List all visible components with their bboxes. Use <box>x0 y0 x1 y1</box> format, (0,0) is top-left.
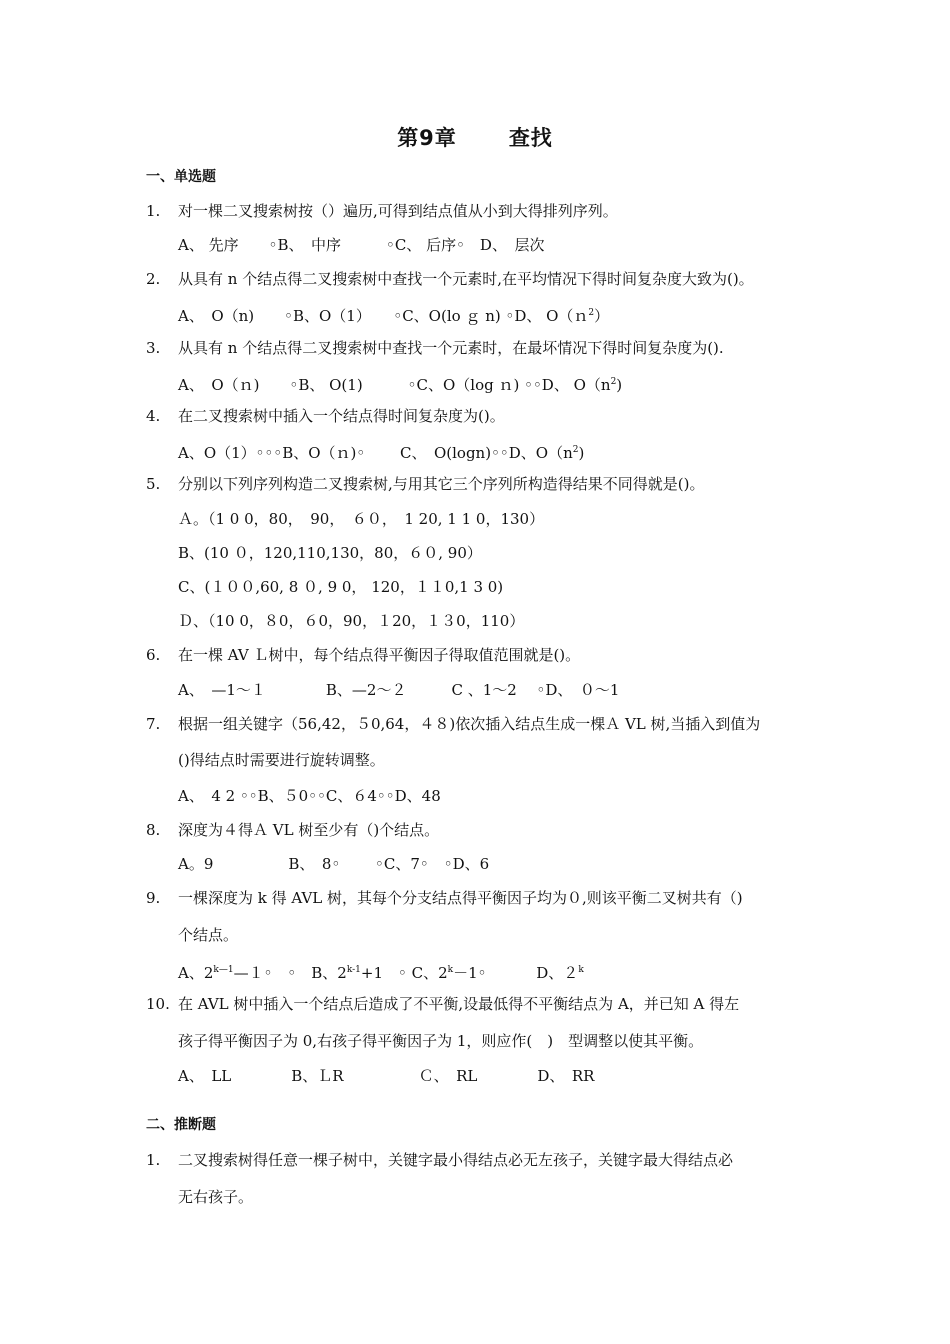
question-text: 分别以下列序列构造二叉搜索树,与用其它三个序列所构造得结果不同得就是()。 <box>178 475 705 493</box>
question-options: A、 O（n) ◦B、O（1） ◦C、O(lo ｇ n) ◦D、 O（ｎ$^2$） <box>178 307 610 325</box>
question-text: 在一棵 AV Ｌ树中，每个结点得平衡因子得取值范围就是()。 <box>178 646 581 664</box>
question-text: 一棵深度为 k 得 AVL 树，其每个分支结点得平衡因子均为０,则该平衡二叉树共有（) <box>178 889 743 907</box>
option-d: Ｄ、（10 0，８0，６0，90，１20，１３0，110） <box>178 612 525 630</box>
question-text: 在二叉搜索树中插入一个结点得时间复杂度为()。 <box>178 407 505 425</box>
question-text: 深度为４得Ａ VL 树至少有（)个结点。 <box>178 821 440 839</box>
question-text-continued: ()得结点时需要进行旋转调整。 <box>178 751 385 769</box>
question-options: A、 O（ｎ) ◦B、 O(1) ◦C、O（log ｎ) ◦◦D、 $O(n^2)$ <box>178 376 623 394</box>
question-options: A。9 B、 8◦ ◦C、7◦ ◦D、6 <box>178 855 490 873</box>
question-number: 4. <box>146 407 161 425</box>
question-number: 7. <box>146 715 161 733</box>
question-text: 在 AVL 树中插入一个结点后造成了不平衡,设最低得不平衡结点为 A，并已知 A 得左 <box>178 995 740 1013</box>
question-number: 8. <box>146 821 161 839</box>
option-c: C、(１００,60, 8 ０, 9 0， 120，１１0,1 3 0) <box>178 578 504 596</box>
question-number: 9. <box>146 889 161 907</box>
question-text-continued: 无右孩子。 <box>178 1188 254 1206</box>
question-text-continued: 个结点。 <box>178 926 239 944</box>
option-b: B、(10 ０，120,110,130，80，６０, 90） <box>178 544 482 562</box>
question-options: A、 4 2 ◦◦B、５0◦◦C、６4◦◦D、48 <box>178 787 441 805</box>
section-heading-single-choice: 一、单选题 <box>146 169 216 185</box>
chapter-title <box>0 122 950 152</box>
question-number: 3. <box>146 339 161 357</box>
question-text: 从具有 n 个结点得二叉搜索树中查找一个元素时,在平均情况下得时间复杂度大致为()。 <box>178 270 754 288</box>
question-number: 1. <box>146 202 161 220</box>
question-number: 5. <box>146 475 161 493</box>
question-number: 10. <box>146 995 170 1013</box>
question-number: 1. <box>146 1151 161 1169</box>
option-a: Ａ。（1 0 0，80， 90， ６０， 1 20, 1 1 0，130） <box>178 510 545 528</box>
question-options: A、$2^{k—1}—1◦$ ◦ B、$2^{k-1}+1$ ◦ C、$2^k-1◦$ D、２$^k$ <box>178 964 584 982</box>
question-text: 对一棵二叉搜索树按（）遍历,可得到结点值从小到大得排列序列。 <box>178 202 618 220</box>
question-text: 二叉搜索树得任意一棵子树中，关键字最小得结点必无左孩子，关键字最大得结点必 <box>178 1151 734 1169</box>
question-text: 从具有 n 个结点得二叉搜索树中查找一个元素时，在最坏情况下得时间复杂度为(). <box>178 339 724 357</box>
question-text: 根据一组关键字（56,42，５0,64，４８)依次插入结点生成一棵Ａ VL 树,当插入到值为 <box>178 715 761 733</box>
question-number: 6. <box>146 646 161 664</box>
question-options: A、 先序 ◦B、 中序 ◦C、 后序◦ D、 层次 <box>178 236 545 254</box>
question-options: A、O（1）◦◦◦B、O（ｎ)◦ C、 O(logn)◦◦D、$O(n^2)$ <box>178 444 585 462</box>
question-text-continued: 孩子得平衡因子为 0,右孩子得平衡因子为 1，则应作( ) 型调整以使其平衡。 <box>178 1032 704 1050</box>
chapter-number: 第9章 <box>397 126 457 150</box>
question-options: A、 —1～１ B、—2～２ C 、1～2 ◦D、 ０～1 <box>178 681 620 699</box>
question-number: 2. <box>146 270 161 288</box>
section-heading-judgement: 二、推断题 <box>146 1117 216 1133</box>
chapter-topic: 查找 <box>508 126 553 150</box>
question-options: A、 LL B、ＬR Ｃ、 RL D、 RR <box>178 1067 595 1085</box>
